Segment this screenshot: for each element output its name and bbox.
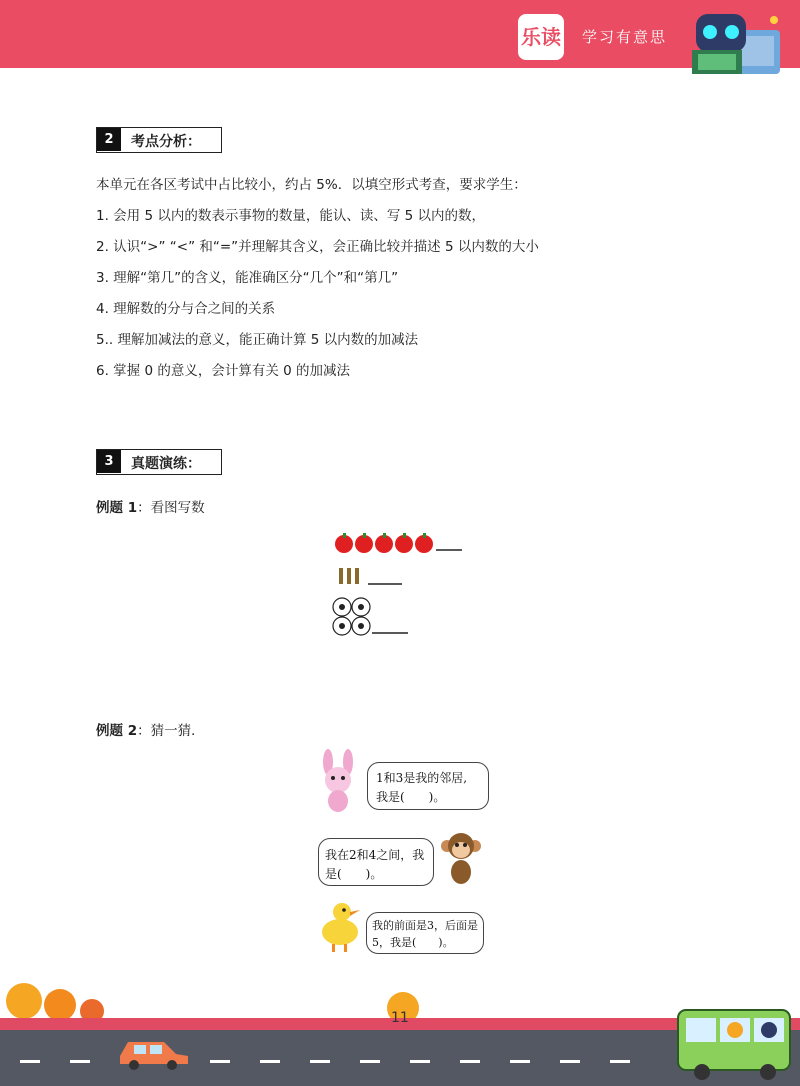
example-1-heading (96, 496, 205, 516)
count-pictures (330, 530, 480, 642)
section-title: 真题演练： (131, 456, 201, 472)
brand-logo: 乐读 (518, 14, 564, 60)
requirement-item: 1. 会用 5 以内的数表示事物的数量，能认、读、写 5 以内的数， (96, 208, 486, 224)
soccer-balls-icon (333, 598, 370, 635)
requirement-item: 6. 掌握 0 的意义，会计算有关 0 的加减法 (96, 363, 351, 379)
requirement-item: 2. 认识“>” “<” 和“=”并理解其含义，会正确比较并描述 5 以内数的大小 (96, 239, 539, 255)
road-marking (310, 1060, 330, 1063)
page-number: 11 (391, 1010, 409, 1026)
road-marking (260, 1060, 280, 1063)
section-number: 3 (97, 450, 121, 473)
speech-bubble (367, 762, 489, 810)
example-label: 例题 2 (96, 723, 138, 739)
bubble-line: 1和3是我的邻居, (376, 771, 468, 785)
requirement-item: 4. 理解数的分与合之间的关系 (96, 301, 276, 317)
road-marking (20, 1060, 40, 1063)
section-number: 2 (97, 128, 121, 151)
example-2-heading (96, 719, 205, 739)
bubble-line: 是( )。 (325, 867, 383, 881)
speech-bubble (318, 838, 434, 886)
school-bus-icon (674, 1006, 794, 1082)
road-marking (360, 1060, 380, 1063)
road-marking (210, 1060, 230, 1063)
example-prompt: ：看图写数 (137, 500, 205, 516)
road-marking (610, 1060, 630, 1063)
road-marking (460, 1060, 480, 1063)
road-marking (410, 1060, 430, 1063)
road-marking (560, 1060, 580, 1063)
apples-icon (335, 533, 433, 553)
section-header-2 (96, 127, 222, 153)
bubble-line: 我是( )。 (376, 790, 446, 804)
bubble-line: 5，我是( )。 (372, 936, 454, 949)
requirement-item: 3. 理解“第几”的含义，能准确区分“几个”和“第几” (96, 270, 399, 286)
top-banner (0, 0, 800, 68)
car-icon (114, 1030, 192, 1070)
example-label: 例题 1 (96, 500, 138, 516)
section-header-3 (96, 449, 222, 475)
road-marking (70, 1060, 90, 1063)
duck-icon (316, 898, 364, 954)
sticks-icon (339, 568, 359, 584)
example-prompt: ：猜一猜． (137, 723, 205, 739)
section-intro: 本单元在各区考试中占比较小，约占 5%．以填空形式考查，要求学生： (96, 177, 527, 193)
robot-mascot-icon (686, 8, 786, 78)
monkey-icon (438, 828, 484, 886)
road-marking (510, 1060, 530, 1063)
bubble-line: 我在2和4之间，我 (325, 848, 425, 862)
requirement-item: 5.. 理解加减法的意义，能正确计算 5 以内数的加减法 (96, 332, 419, 348)
rabbit-icon (310, 748, 366, 814)
bubble-line: 我的前面是3，后面是 (372, 919, 478, 932)
section-title: 考点分析： (131, 134, 201, 150)
speech-bubble (366, 912, 484, 954)
brand-slogan: 学习有意思 (582, 28, 668, 46)
